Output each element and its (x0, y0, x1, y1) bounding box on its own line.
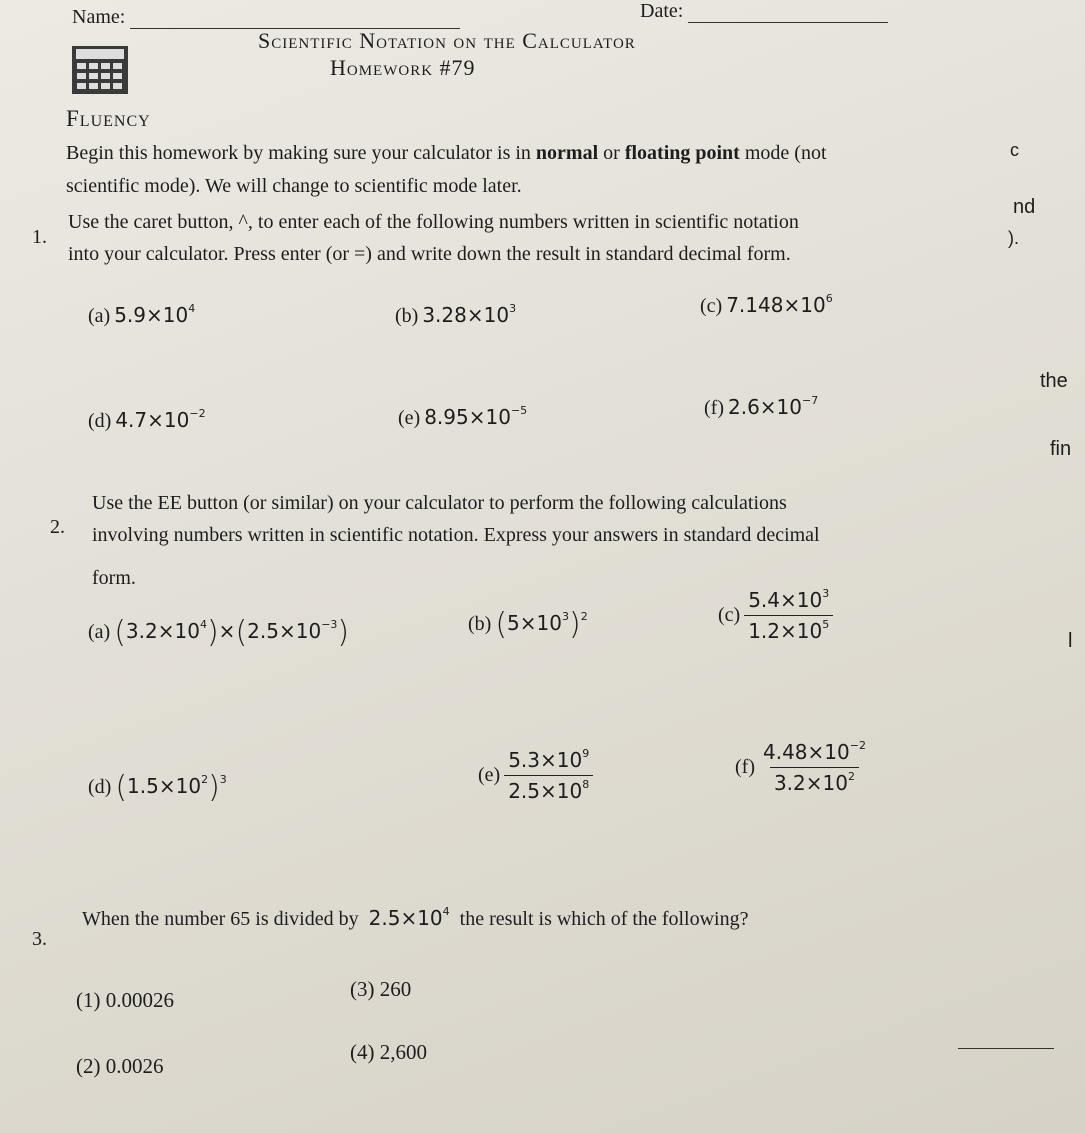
calculator-icon (70, 44, 130, 96)
q2-item-f: (f) $\frac{4.48\times 10^{-2}}{3.2\times 10^2}$ (735, 739, 866, 795)
answer-blank[interactable] (958, 1048, 1054, 1049)
intro-paragraph: Begin this homework by making sure your calculator is in normal or floating point mode (not (66, 142, 827, 164)
date-label: Date: (640, 0, 684, 22)
q2-item-d: (d) $(1.5\times 10^2)^3$ (88, 770, 227, 805)
q1-item-e: (e) $8.95\times 10^{-5}$ (398, 404, 528, 429)
q1-item-b: (b) $3.28\times 10^3$ (395, 302, 517, 327)
q2-text-line3: form. (92, 567, 136, 589)
choice-2[interactable]: (2) 0.0026 (76, 1054, 164, 1078)
q1-text-line2: into your calculator. Press enter (or =) and write down the result in standard decimal form. (68, 243, 791, 265)
q3-number: 3. (32, 928, 47, 950)
choice-4[interactable]: (4) 2,600 (350, 1040, 427, 1064)
q2-item-c: (c) $\frac{5.4\times 10^3}{1.2\times 10^5}$ (718, 588, 833, 643)
q2-number: 2. (50, 516, 65, 538)
q3-question: When the number 65 is divided by $2.5\times 10^4$ the result is which of the following? (82, 905, 749, 930)
q1-item-c: (c) $7.148\times 10^6$ (700, 292, 833, 317)
q2-item-e: (e) $\frac{5.3\times 10^9}{2.5\times 10^8}$ (478, 748, 593, 803)
q1-item-d: (d) $4.7\times 10^{-2}$ (88, 407, 206, 432)
q2-item-b: (b) $(5\times 10^3)^2$ (468, 607, 588, 642)
q1-text-line1: Use the caret button, ^, to enter each of the following numbers written in scientific notation (68, 211, 799, 233)
choice-3[interactable]: (3) 260 (350, 977, 412, 1001)
name-field[interactable] (72, 6, 460, 29)
margin-fragment-fin: fin (1050, 438, 1072, 460)
q1-item-f: (f) $2.6\times 10^{-7}$ (704, 394, 819, 419)
name-label: Name: (72, 6, 126, 28)
margin-fragment-paren: ). (1008, 228, 1019, 248)
q2-item-a: (a) $(3.2\times 10^4)\times(2.5\times 10^{-3})$ (88, 615, 350, 650)
margin-fragment-nd: nd (1013, 196, 1036, 218)
date-field[interactable] (640, 0, 888, 23)
q1-number: 1. (32, 226, 47, 248)
margin-fragment-l: l (1068, 630, 1073, 652)
margin-fragment-the: the (1040, 370, 1068, 392)
page-title: Scientific Notation on the Calculator (258, 28, 636, 53)
q2-text-line1: Use the EE button (or similar) on your calculator to perform the following calculations (92, 492, 787, 514)
q1-item-a: (a) $5.9\times 10^4$ (88, 302, 196, 327)
intro-line-2: scientific mode). We will change to scientific mode later. (66, 175, 522, 197)
choice-1[interactable]: (1) 0.00026 (76, 988, 174, 1012)
page-subtitle: Homework #79 (330, 55, 476, 80)
section-heading: Fluency (66, 106, 151, 131)
margin-fragment-c: c (1010, 140, 1019, 160)
date-blank[interactable] (688, 22, 888, 23)
q2-text-line2: involving numbers written in scientific notation. Express your answers in standard decimal (92, 524, 820, 546)
